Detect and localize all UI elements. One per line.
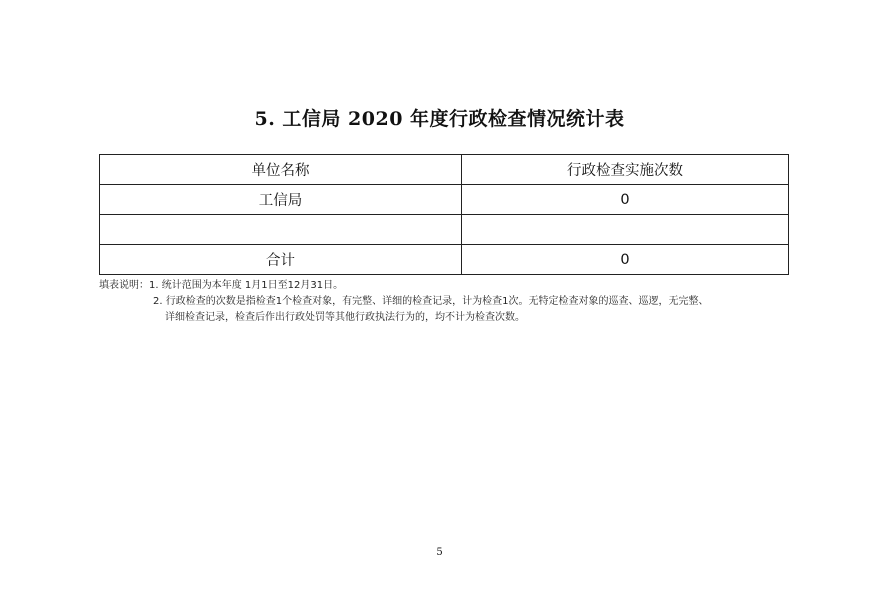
table-cell-total-label: 合计 bbox=[100, 245, 462, 275]
table-total-row bbox=[100, 245, 789, 275]
column-header-inspection-count: 行政检查实施次数 bbox=[462, 155, 789, 185]
table-row bbox=[100, 185, 789, 215]
column-header-unit-name: 单位名称 bbox=[100, 155, 462, 185]
filling-notes bbox=[99, 278, 799, 326]
note-line-1: 填表说明：1. 统计范围为本年度 1月1日至12月31日。 bbox=[99, 280, 344, 291]
table-cell-unit bbox=[100, 215, 462, 245]
table-cell-unit: 工信局 bbox=[100, 185, 462, 215]
page-number: 5 bbox=[436, 547, 443, 558]
note-line-3: 详细检查记录，检查后作出行政处罚等其他行政执法行为的，均不计为检查次数。 bbox=[165, 312, 525, 323]
table-cell-total-count: 0 bbox=[462, 245, 789, 275]
table-cell-count bbox=[462, 215, 789, 245]
table-row bbox=[100, 215, 789, 245]
page-title: 5. 工信局 2020 年度行政检查情况统计表 bbox=[254, 108, 625, 130]
statistics-table bbox=[99, 154, 789, 275]
table-cell-count: 0 bbox=[462, 185, 789, 215]
note-line-2: 2. 行政检查的次数是指检查1个检查对象，有完整、详细的检查记录，计为检查1次。无特定检查对象的巡查、巡逻，无完整、 bbox=[153, 296, 709, 307]
table-header-row bbox=[100, 155, 789, 185]
